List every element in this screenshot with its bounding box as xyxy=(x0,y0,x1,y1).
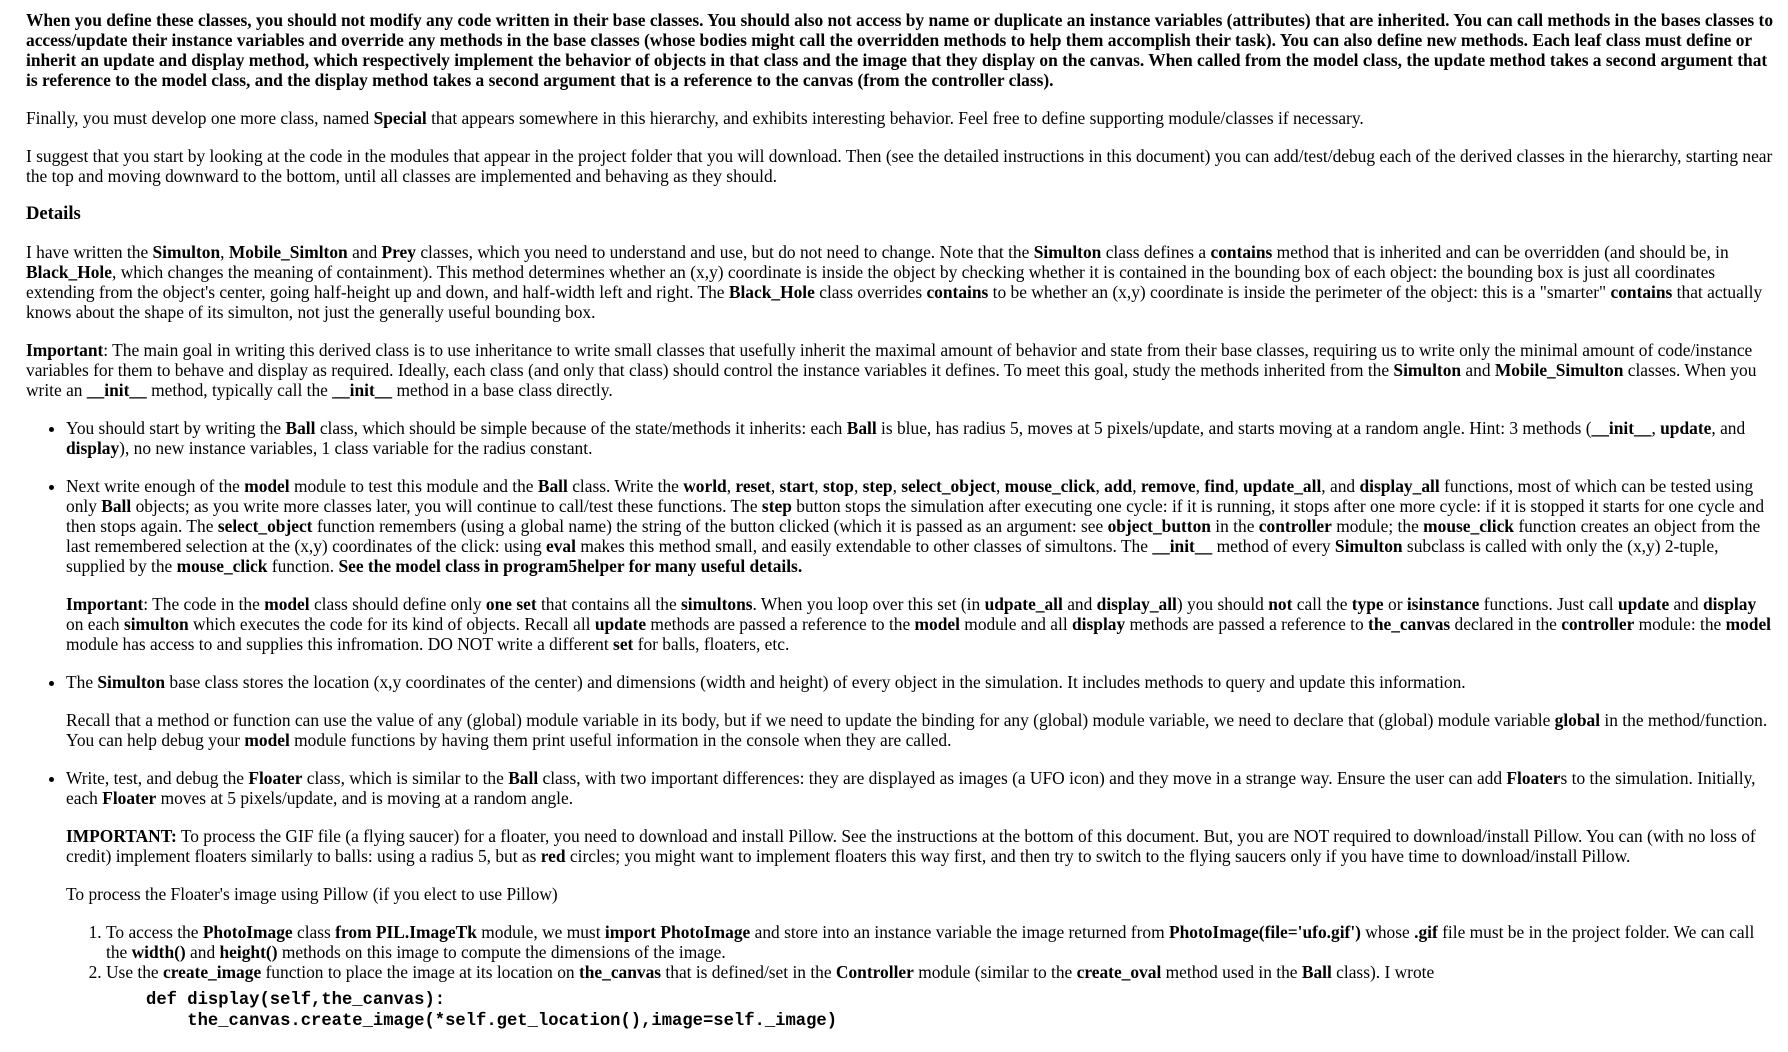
floater-important-paragraph: IMPORTANT: To process the GIF file (a flying saucer) for a floater, you need to download and install Pillow. See the instructions at the bottom of this document. But, you are NOT required to download/install Pillow. You can (with no loss of credit) implement floaters similarly to balls: using a radius 5, but as red circles; you might want to implement floaters this way first, and then try to switch to the flying saucers only if you have time to download/install Pillow. xyxy=(66,826,1756,866)
list-item-model xyxy=(66,476,1774,654)
instruction-list xyxy=(26,418,1774,1032)
intro-paragraph: When you define these classes, you should not modify any code written in their base classes. You should also not access by name or duplicate an instance variables (attributes) that are inherited. You can call methods in the bases classes to access/update their instance variables and override any methods in the base classes (whose bodies might call the overridden methods to help them accomplish their task). You can also define new methods. Each leaf class must define or inherit an update and display method, which respectively implement the behavior of objects in that class and the image that they display on the canvas. When called from the model class, the update method takes a second argument that is reference to the model class, and the display method takes a second argument that is a reference to the canvas (from the controller class). xyxy=(26,10,1774,90)
step-item-1: 1. To access the PhotoImage class from PIL.ImageTk module, we must import PhotoImage and store into an instance variable the image returned from PhotoImage(file='ufo.gif') whose .gif file must be in the project folder. We can call the width() and height() methods on this image to compute the dimensions of the image. xyxy=(106,922,1774,962)
floater-process-paragraph: To process the Floater's image using Pillow (if you elect to use Pillow) xyxy=(66,884,558,904)
list-item-simulton xyxy=(66,672,1774,750)
suggest-paragraph: I suggest that you start by looking at the code in the modules that appear in the project folder that you will download. Then (see the detailed instructions in this document) you can add/test/debug each of the derived classes in the hierarchy, starting near the top and moving downward to the bottom, until all classes are implemented and behaving as they should. xyxy=(26,146,1773,186)
list-item-ball: • You should start by writing the Ball class, which should be simple because of the state/methods it inherits: each Ball is blue, has radius 5, moves at 5 pixels/update, and starts moving at a random angle. Hint: 3 methods (__init__, update, and display), no new instance variables, 1 class variable for the radius constant. xyxy=(66,418,1774,458)
document xyxy=(26,10,1774,1050)
code-line-2: the_canvas.create_image(*self.get_location(),image=self._image) xyxy=(146,1012,838,1031)
step-item-2: 2. Use the create_image function to place the image at its location on the_canvas that is defined/set in the Controller module (similar to the create_oval method used in the Ball class). I wrote def display(self,the_canvas): the_canvas.create_image(*self.get_location(),image=self._image) xyxy=(106,962,1774,1032)
floater-paragraph: • Write, test, and debug the Floater class, which is similar to the Ball class, with two important differences: they are displayed as images (a UFO icon) and they move in a strange way. Ensure the user can add Floaters to the simulation. Initially, each Floater moves at 5 pixels/update, and is moving at a random angle. xyxy=(66,768,1756,808)
code-line-1: def display(self,the_canvas): xyxy=(146,991,446,1010)
details-heading: Details xyxy=(26,203,81,224)
model-important-paragraph: Important: The code in the model class should define only one set that contains all the simultons. When you loop over this set (in udpate_all and display_all) you should not call the type or isinstance functions. Just call update and display on each simulton which executes the code for its kind of objects. Recall all update methods are passed a reference to the model module and all display methods are passed a reference to the_canvas declared in the controller module: the model module has access to and supplies this infromation. DO NOT write a different set for balls, floaters, etc. xyxy=(66,594,1772,654)
simulton-paragraph: • The Simulton base class stores the location (x,y coordinates of the center) and dimensions (width and height) of every object in the simulation. It includes methods to query and update this information. xyxy=(66,672,1466,692)
special-paragraph: Finally, you must develop one more class, named Special that appears somewhere in this hierarchy, and exhibits interesting behavior. Feel free to define supporting module/classes if necessary. xyxy=(26,108,1364,128)
written-paragraph: I have written the Simulton, Mobile_Simlton and Prey classes, which you need to understand and use, but do not need to change. Note that the Simulton class defines a contains method that is inherited and can be overridden (and should be, in Black_Hole, which changes the meaning of containment). This method determines whether an (x,y) coordinate is inside the object by checking whether it is contained in the bounding box of each object: the bounding box is just all coordinates extending from the object's center, going half-height up and down, and half-width left and right. The Black_Hole class overrides contains to be whether an (x,y) coordinate is inside the perimeter of the object: this is a "smarter" contains that actually knows about the shape of its simulton, not just the generally useful bounding box. xyxy=(26,242,1763,322)
important-paragraph: Important: The main goal in writing this derived class is to use inheritance to write small classes that usefully inherit the maximal amount of behavior and state from their base classes, requiring us to write only the minimal amount of code/instance variables for them to behave and display as required. Ideally, each class (and only that class) should control the instance variables it defines. To meet this goal, study the methods inherited from the Simulton and Mobile_Simulton classes. When you write an __init__ method, typically call the __init__ method in a base class directly. xyxy=(26,340,1757,400)
list-item-floater xyxy=(66,768,1774,1032)
simulton-recall-paragraph: Recall that a method or function can use the value of any (global) module variable in its body, but if we need to update the binding for any (global) module variable, we need to declare that (global) module variable global in the method/function. You can help debug your model module functions by having them print useful information in the console when they are called. xyxy=(66,710,1768,750)
code-block xyxy=(146,990,1774,1032)
model-paragraph: • Next write enough of the model module to test this module and the Ball class. Write the world, reset, start, stop, step, select_object, mouse_click, add, remove, find, update_all, and display_all functions, most of which can be tested using only Ball objects; as you write more classes later, you will continue to call/test these functions. The step button stops the simulation after executing one cycle: if it is running, it stops after one more cycle: if it is stopped it starts for one cycle and then stops again. The select_object function remembers (using a global name) the string of the button clicked (which it is passed as an argument: see object_button in the controller module; the mouse_click function creates an object from the last remembered selection at the (x,y) coordinates of the click: using eval makes this method small, and easily extendable to other classes of simultons. The __init__ method of every Simulton subclass is called with only the (x,y) 2-tuple, supplied by the mouse_click function. See the model class in program5helper for many useful details. xyxy=(66,476,1765,576)
pillow-steps-list xyxy=(66,922,1774,1032)
